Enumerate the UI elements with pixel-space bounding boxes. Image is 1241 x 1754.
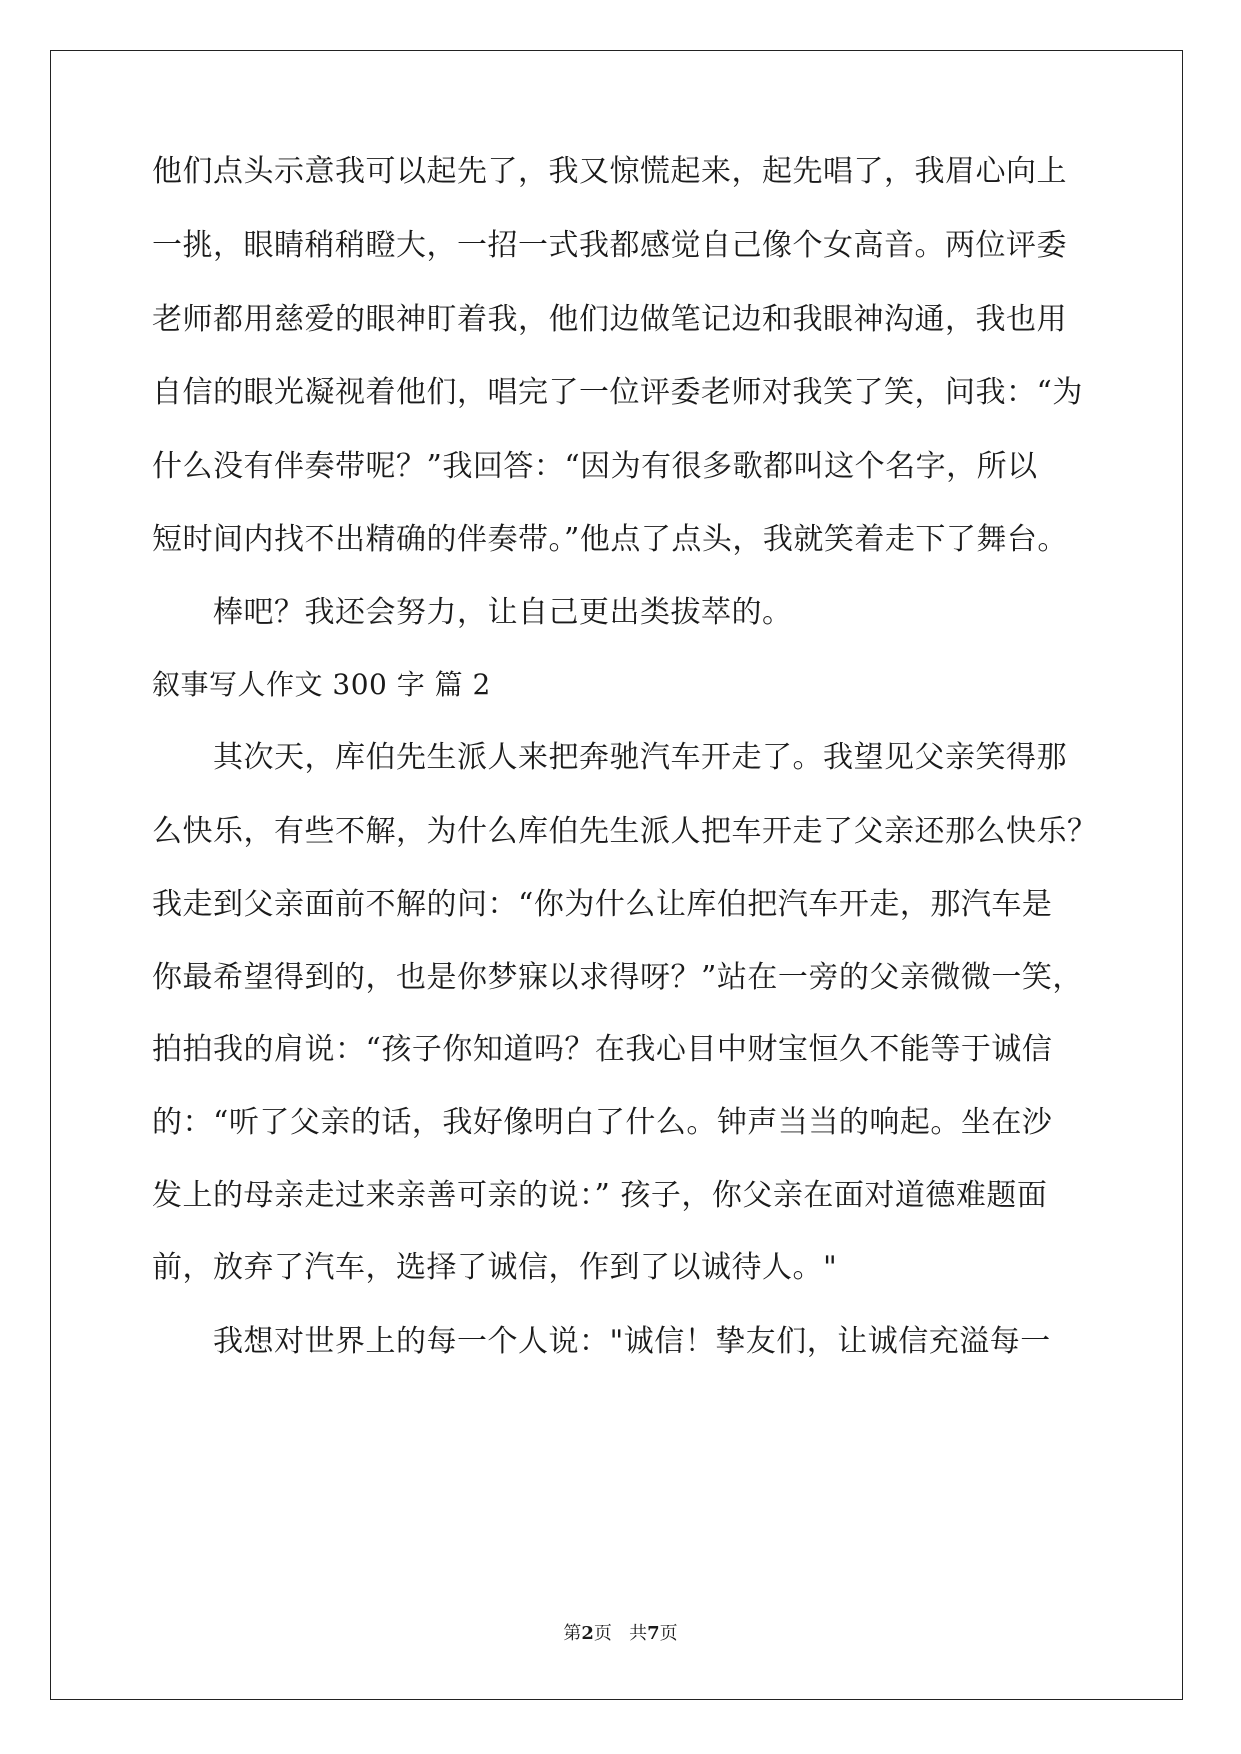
footer-prefix: 第 [563, 1623, 582, 1644]
text-line: 拍拍我的肩说：“孩子你知道吗？在我心目中财宝恒久不能等于诚信 [152, 1032, 1053, 1067]
text-line: 我想对世界上的每一个人说："诚信！挚友们，让诚信充溢每一 [213, 1324, 1051, 1359]
text-line: 短时间内找不出精确的伴奏带。”他点了点头，我就笑着走下了舞台。 [152, 522, 1068, 557]
text-line: 发上的母亲走过来亲善可亲的说：” 孩子，你父亲在面对道德难题面 [152, 1178, 1048, 1213]
text-line: 棒吧？我还会努力，让自己更出类拔萃的。 [213, 595, 793, 630]
section-heading: 叙事写人作文 300 字 篇 2 [152, 668, 491, 701]
text-line: 我走到父亲面前不解的问：“你为什么让库伯把汽车开走，那汽车是 [152, 887, 1053, 922]
footer-total-unit: 页 [659, 1623, 678, 1644]
text-line: 自信的眼光凝视着他们，唱完了一位评委老师对我笑了笑，问我：“为 [152, 375, 1083, 410]
footer-page-unit: 页 [593, 1623, 612, 1644]
page-footer [0, 1622, 1241, 1646]
current-page-number: 2 [581, 1623, 594, 1644]
page-border [50, 50, 1183, 1700]
text-line: 什么没有伴奏带呢？”我回答：“因为有很多歌都叫这个名字，所以 [152, 449, 1038, 484]
text-line: 前，放弃了汽车，选择了诚信，作到了以诚待人。" [152, 1250, 838, 1285]
footer-total-prefix: 共 [629, 1623, 648, 1644]
text-line: 你最希望得到的，也是你梦寐以求得呀？”站在一旁的父亲微微一笑， [152, 960, 1083, 995]
text-line: 么快乐，有些不解，为什么库伯先生派人把车开走了父亲还那么快乐？ [152, 814, 1098, 849]
text-line: 的：“听了父亲的话，我好像明白了什么。钟声当当的响起。坐在沙 [152, 1105, 1053, 1140]
text-line: 其次天，库伯先生派人来把奔驰汽车开走了。我望见父亲笑得那 [213, 740, 1067, 775]
text-line: 一挑，眼睛稍稍瞪大，一招一式我都感觉自己像个女高音。两位评委 [152, 228, 1067, 263]
total-page-count: 7 [647, 1623, 660, 1644]
text-line: 他们点头示意我可以起先了，我又惊慌起来，起先唱了，我眉心向上 [152, 154, 1067, 189]
text-line: 老师都用慈爱的眼神盯着我，他们边做笔记边和我眼神沟通，我也用 [152, 302, 1067, 337]
